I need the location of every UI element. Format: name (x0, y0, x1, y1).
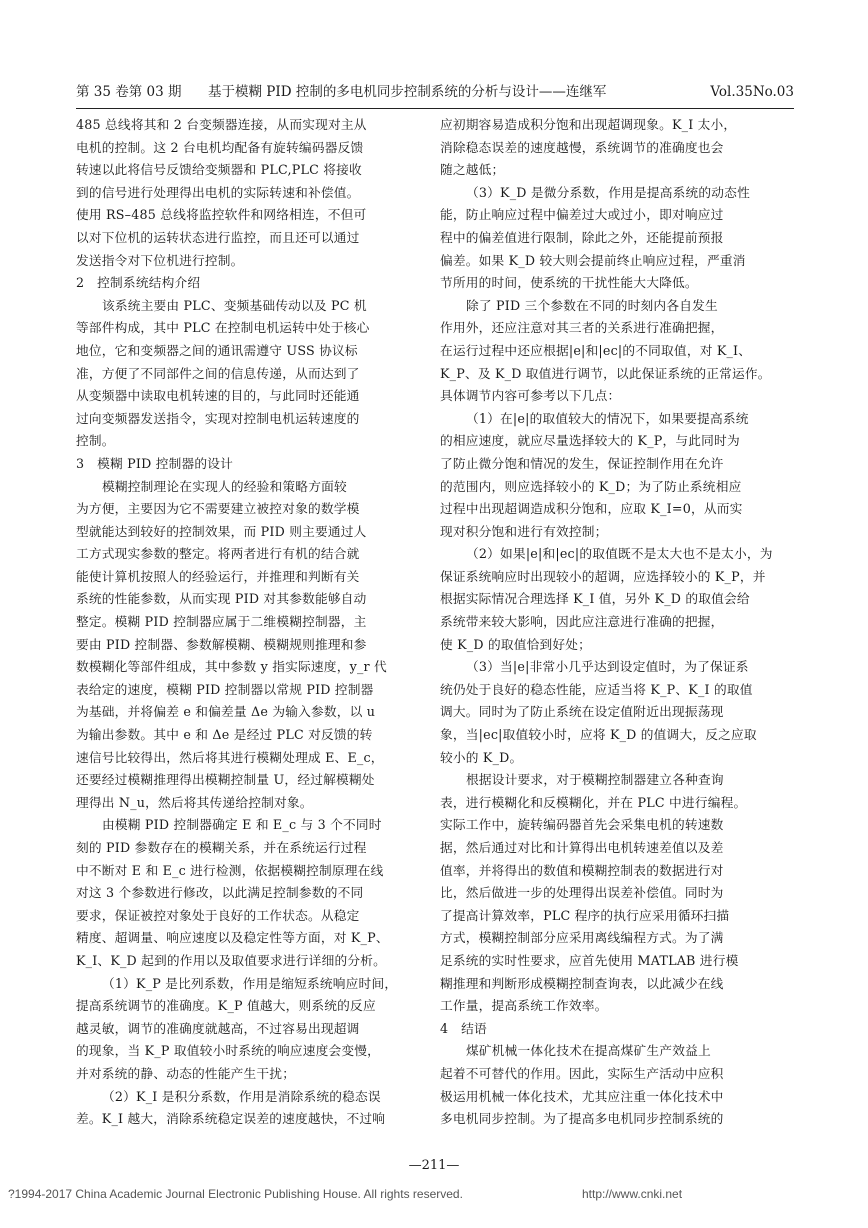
text-line: 中不断对 E 和 E_c 进行检测，依据模糊控制原理在线 (76, 862, 384, 878)
text-line: 比，然后做进一步的处理得出误差补偿值。同时为 (440, 885, 724, 901)
text-line: 为输出参数。其中 e 和 Δe 是经过 PLC 对反馈的转 (76, 727, 373, 743)
text-line: 根据实际情况合理选择 K_I 值，另外 K_D 的取值会给 (440, 591, 750, 607)
text-line: 对这 3 个参数进行修改，以此满足控制参数的不同 (76, 885, 364, 901)
text-line: 能，防止响应过程中偏差过大或过小，即对响应过 (440, 207, 724, 223)
text-line: 该系统主要由 PLC、变频基础传动以及 PC 机 (102, 297, 367, 313)
text-line: K_I、K_D 起到的作用以及取值要求进行详细的分析。 (76, 952, 387, 968)
page-number: —211— (408, 1158, 460, 1173)
text-line: 系统的性能参数，从而实现 PID 对其参数能够自动 (76, 591, 367, 607)
text-line: 到的信号进行处理得出电机的实际转速和补偿值。 (76, 184, 360, 200)
text-line: 还要经过模糊推理得出模糊控制量 U，经过解模糊处 (76, 772, 375, 788)
text-line: 电机的控制。这 2 台电机均配备有旋转编码器反馈 (76, 139, 364, 155)
text-line: 的现象，当 K_P 取值较小时系统的响应速度会变慢， (76, 1043, 381, 1059)
text-line: 程中的偏差值进行限制，除此之外，还能提前预报 (440, 229, 724, 245)
text-line: 现对积分饱和进行有效控制； (440, 523, 608, 539)
text-line: 使 K_D 的取值恰到好处； (440, 636, 592, 652)
text-line: 过向变频器发送指令，实现对控制电机运转速度的 (76, 410, 360, 426)
text-line: 地位，它和变频器之间的通讯需遵守 USS 协议标 (76, 342, 358, 358)
text-line: 从变频器中读取电机转速的目的，与此同时还能通 (76, 388, 360, 404)
text-line: 实际工作中，旋转编码器首先会采集电机的转速数 (440, 817, 724, 833)
text-line: 节所用的时间，使系统的干扰性能大大降低。 (440, 275, 698, 291)
text-line: 极运用机械一体化技术，尤其应注重一体化技术中 (440, 1088, 724, 1104)
text-line: 作用外，还应注意对其三者的关系进行准确把握， (440, 320, 724, 336)
text-line: 工方式现实参数的整定。将两者进行有机的结合就 (76, 546, 360, 562)
left-column (76, 114, 414, 1131)
text-line: 控制。 (76, 433, 115, 449)
text-line: 糊推理和判断形成模糊控制查询表，以此减少在线 (440, 975, 724, 991)
text-line: 系统带来较大影响，因此应注意进行准确的把握， (440, 614, 724, 630)
text-line: 据，然后通过对比和计算得出电机转速差值以及差 (440, 840, 724, 855)
text-line: 型就能达到较好的控制效果，而 PID 则主要通过人 (76, 523, 367, 539)
text-line: 并对系统的静、动态的性能产生干扰； (76, 1065, 296, 1081)
text-line: 要由 PID 控制器、参数解模糊、模糊规则推理和参 (76, 636, 367, 652)
text-line: 准，方便了不同部件之间的信息传递，从而达到了 (76, 365, 360, 381)
text-line: 应初期容易造成积分饱和出现超调现象。K_I 太小， (440, 117, 737, 132)
journal-issue: 第 35 卷第 03 期 (76, 84, 182, 100)
text-line: 根据设计要求，对于模糊控制器建立各种查询 (466, 772, 724, 788)
text-line: （1）K_P 是比列系数，作用是缩短系统响应时间， (102, 975, 398, 991)
text-line: 消除稳态误差的速度越慢，系统调节的准确度也会 (440, 139, 724, 155)
text-line: 过程中出现超调造成积分饱和，应取 K_I=0，从而实 (440, 501, 743, 517)
text-line: 刻的 PID 参数存在的模糊关系，并在系统运行过程 (76, 840, 367, 855)
text-line: 数模糊化等部件组成，其中参数 y 指实际速度，y_r 代 (76, 659, 387, 675)
article-title-header: 基于模糊 PID 控制的多电机同步控制系统的分析与设计——连继军 (208, 84, 607, 100)
text-line: 值率，并将得出的数值和模糊控制表的数据进行对 (440, 862, 724, 878)
text-line: 调大。同时为了防止系统在设定值附近出现振荡现 (440, 704, 724, 720)
section-heading: 4 结语 (440, 1020, 487, 1036)
text-line: 方式，模糊控制部分应采用离线编程方式。为了满 (440, 930, 724, 946)
text-line: 统仍处于良好的稳态性能，应适当将 K_P、K_I 的取值 (440, 681, 753, 697)
cnki-link[interactable]: http://www.cnki.net (582, 1187, 683, 1201)
text-line: 的范围内，则应选择较小的 K_D；为了防止系统相应 (440, 478, 742, 494)
text-line: 转速以此将信号反馈给变频器和 PLC,PLC 将接收 (76, 162, 362, 178)
text-line: 多电机同步控制。为了提高多电机同步控制系统的 (440, 1111, 724, 1127)
text-line: 了提高计算效率，PLC 程序的执行应采用循环扫描 (440, 907, 730, 923)
text-line: 表，进行模糊化和反模糊化，并在 PLC 中进行编程。 (440, 794, 747, 810)
text-line: 提高系统调节的准确度。K_P 值越大，则系统的反应 (76, 998, 376, 1014)
text-line: 等部件构成，其中 PLC 在控制电机运转中处于核心 (76, 320, 370, 336)
text-line: 保证系统响应时出现较小的超调，应选择较小的 K_P，并 (440, 568, 766, 584)
text-line: （2）K_I 是积分系数，作用是消除系统的稳态误 (102, 1088, 381, 1104)
text-line: （3）当|e|非常小几乎达到设定值时，为了保证系 (466, 659, 749, 675)
text-line: 的相应速度，就应尽量选择较大的 K_P，与此同时为 (440, 433, 740, 449)
header-rule (76, 108, 794, 109)
text-line: 越灵敏，调节的准确度就越高，不过容易出现超调 (76, 1020, 360, 1036)
text-line: 发送指令对下位机进行控制。 (76, 252, 244, 268)
text-line: 除了 PID 三个参数在不同的时刻内各自发生 (466, 297, 718, 313)
text-line: 整定。模糊 PID 控制器应属于二维模糊控制器，主 (76, 614, 367, 630)
text-line: 速信号比较得出，然后将其进行模糊处理成 E、E_c， (76, 749, 384, 765)
text-line: 表给定的速度，模糊 PID 控制器以常规 PID 控制器 (76, 681, 374, 697)
text-line: 起着不可替代的作用。因此，实际生产活动中应积 (440, 1065, 724, 1081)
text-line: 能使计算机按照人的经验运行，并推理和判断有关 (76, 568, 360, 584)
running-header (76, 78, 794, 108)
text-line: 差。K_I 越大，消除系统稳定误差的速度越快，不过响 (76, 1111, 386, 1127)
text-line: 在运行过程中还应根据|e|和|ec|的不同取值，对 K_I、 (440, 342, 752, 358)
text-line: 模糊控制理论在实现人的经验和策略方面较 (102, 478, 347, 494)
text-line: 偏差。如果 K_D 较大则会提前终止响应过程，严重消 (440, 252, 746, 268)
text-line: （2）如果|e|和|ec|的取值既不是太大也不是太小，为 (466, 546, 773, 562)
text-line: 485 总线将其和 2 台变频器连接，从而实现对主从 (76, 117, 367, 132)
volume-label: Vol.35No.03 (710, 84, 794, 100)
text-line: 煤矿机械一体化技术在提高煤矿生产效益上 (466, 1043, 711, 1059)
text-line: 随之越低； (440, 162, 505, 178)
text-line: 以对下位机的运转状态进行监控，而且还可以通过 (76, 229, 360, 245)
text-line: 使用 RS–485 总线将监控软件和网络相连，不但可 (76, 207, 367, 223)
right-column (440, 114, 780, 1131)
text-line: （1）在|e|的取值较大的情况下，如果要提高系统 (466, 410, 749, 426)
section-heading: 3 模糊 PID 控制器的设计 (76, 455, 234, 471)
text-line: 理得出 N_u，然后将其传递给控制对象。 (76, 794, 313, 810)
text-line: 较小的 K_D。 (440, 749, 523, 765)
section-heading: 2 控制系统结构介绍 (76, 275, 201, 291)
text-line: 为方便，主要因为它不需要建立被控对象的数学模 (76, 501, 360, 517)
text-line: 精度、超调量、响应速度以及稳定性等方面，对 K_P、 (76, 930, 389, 946)
text-line: 要求，保证被控对象处于良好的工作状态。从稳定 (76, 907, 360, 923)
copyright-text: ?1994-2017 China Academic Journal Electronic Publishing House. All rights reserved. (8, 1187, 463, 1201)
text-line: 象，当|ec|取值较小时，应将 K_D 的值调大，反之应取 (440, 727, 757, 743)
text-line: K_P、及 K_D 取值进行调节，以此保证系统的正常运作。 (440, 365, 771, 381)
text-line: 足系统的实时性要求，应首先使用 MATLAB 进行模 (440, 952, 739, 968)
text-line: 由模糊 PID 控制器确定 E 和 E_c 与 3 个不同时 (102, 817, 382, 833)
text-line: （3）K_D 是微分系数，作用是提高系统的动态性 (466, 184, 750, 200)
text-line: 具体调节内容可参考以下几点： (440, 388, 621, 404)
text-line: 工作量，提高系统工作效率。 (440, 998, 608, 1014)
text-line: 为基础，并将偏差 e 和偏差量 Δe 为输入参数，以 u (76, 704, 376, 720)
text-line: 了防止微分饱和情况的发生，保证控制作用在允许 (440, 455, 724, 471)
